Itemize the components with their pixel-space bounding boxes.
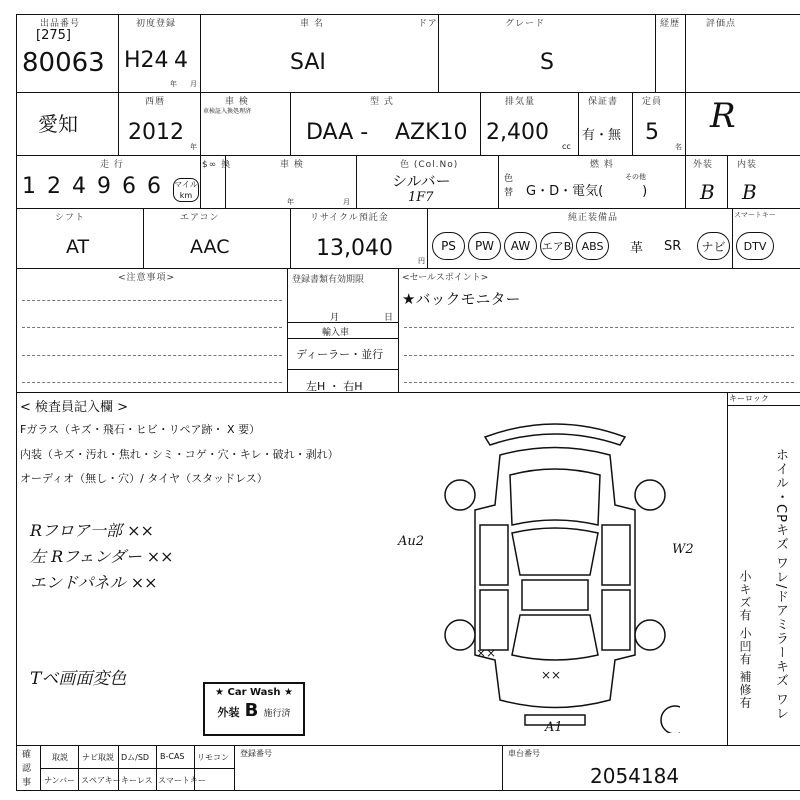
- lot-prefix: [275]: [36, 28, 71, 43]
- color-change-label: 色替: [504, 174, 514, 198]
- import-label: 輸入車: [322, 328, 350, 338]
- mileage-digit: 6: [147, 174, 161, 199]
- fuel-label: 燃 料: [590, 160, 614, 170]
- capacity: 5: [645, 120, 659, 145]
- wheel-rear-right: [635, 620, 665, 650]
- odometer-label: $∞ 換: [202, 160, 232, 170]
- right-door-rear: [602, 590, 630, 650]
- reg-month-unit: 月: [330, 313, 340, 323]
- chassis-number: 2054184: [590, 764, 680, 788]
- item-spare-key: スペアキー: [81, 776, 121, 785]
- reg-deadline-label: 登録書類有効期限: [292, 275, 365, 285]
- mark-a1: A1: [545, 720, 563, 735]
- score-value: R: [710, 96, 736, 136]
- equip-pw: PW: [468, 232, 501, 260]
- equip-aw: AW: [504, 232, 537, 260]
- mark-xx-left: ××: [476, 646, 497, 660]
- sales-point: ★バックモニター: [402, 290, 521, 308]
- inspector-title: < 検査員記入欄 >: [20, 400, 129, 415]
- handwritten-note-2: 左 Rフェンダー ××: [30, 547, 174, 566]
- equip-leather: 革: [630, 240, 644, 256]
- equip-navi: ナビ: [697, 232, 730, 260]
- audio-tire-line: オーディオ（無し・穴）/ タイヤ（スタッドレス）: [20, 472, 268, 485]
- mileage-label: 走 行: [100, 160, 124, 170]
- displacement-unit: cc: [562, 142, 571, 151]
- sales-point-label: <セールスポイント>: [402, 273, 489, 283]
- door-label: ドア: [418, 19, 438, 29]
- item-number-plate: ナンバー: [44, 776, 76, 785]
- steering-side: 左H ・ 右H: [306, 380, 363, 393]
- reg-day-unit: 日: [384, 313, 394, 323]
- caution-label: <注意事項>: [118, 273, 176, 283]
- score-label: 評価点: [706, 19, 737, 29]
- exterior-grade: B: [700, 180, 715, 204]
- key-lock-label: キーロック: [729, 394, 769, 403]
- spare-wheel: [661, 706, 680, 733]
- equip-ps: PS: [432, 232, 465, 260]
- front-bumper: [485, 424, 625, 445]
- mileage-digit: 6: [122, 174, 136, 199]
- first-reg-label: 初度登録: [136, 19, 177, 29]
- equip-airbag: エアB: [540, 232, 573, 260]
- ac-label: エアコン: [180, 213, 220, 223]
- item-navi-manual: ナビ取説: [82, 753, 114, 762]
- damage-legend: ホイル・CPキズ ワレ/ドアミラーキズ ワレ: [773, 448, 788, 721]
- fuel-other-label: その他: [625, 173, 646, 181]
- color-name: シルバー: [392, 172, 451, 190]
- first-reg-era: H24: [124, 48, 169, 73]
- mileage-digit: 1: [22, 174, 36, 199]
- color-code: 1F7: [408, 190, 434, 205]
- car-name: SAI: [290, 50, 326, 75]
- wheel-rear-left: [445, 620, 475, 650]
- equipment-label: 純正装備品: [568, 213, 619, 223]
- shaken-expiry-label: 車 検: [280, 160, 304, 170]
- wheel-front-left: [445, 480, 475, 510]
- displacement: 2,400: [486, 120, 549, 145]
- reg-number-label: 登録番号: [240, 749, 272, 758]
- displacement-label: 排気量: [505, 97, 536, 107]
- check-char: 事: [22, 778, 32, 788]
- handwritten-note-4: Tベ画面変色: [30, 669, 127, 689]
- roof: [522, 580, 588, 610]
- recycle-label: リサイクル預託金: [310, 213, 389, 223]
- chassis-label: 車台番号: [508, 749, 540, 758]
- mark-au2: Au2: [398, 534, 425, 549]
- mileage-digits: [22, 174, 172, 199]
- car-wash-title: ★ Car Wash ★: [215, 687, 293, 698]
- interior-label: 内装: [737, 160, 758, 170]
- check-char: 認: [22, 764, 32, 774]
- model-prefix: DAA -: [306, 120, 369, 145]
- model-year: 2012: [128, 120, 184, 145]
- first-reg-month: 4: [174, 48, 188, 73]
- check-label: [22, 748, 36, 790]
- left-door-rear: [480, 590, 508, 650]
- auction-no-label: 出品番号: [40, 19, 81, 29]
- fuel-options: G・D・電気( ): [526, 184, 648, 199]
- shift: AT: [66, 236, 90, 258]
- model-label: 型 式: [370, 97, 394, 107]
- car-wash-suffix: 施行済: [263, 709, 291, 719]
- mileage-digit: 9: [97, 174, 111, 199]
- year-unit: 年: [190, 143, 197, 151]
- warranty-label: 保証書: [588, 97, 619, 107]
- interior-line: 内装（キズ・汚れ・焦れ・シミ・コゲ・穴・キレ・破れ・剥れ）: [20, 448, 339, 461]
- car-name-label: 車 名: [300, 19, 324, 29]
- recycle-unit: 円: [418, 257, 425, 265]
- shift-label: シフト: [55, 213, 86, 223]
- mark-xx-rear: ××: [541, 668, 562, 682]
- mark-w2: W2: [672, 542, 694, 557]
- shaken-label: 車 検: [225, 97, 249, 107]
- smart-key-label: スマートキー: [734, 211, 776, 219]
- shaken-year-unit: 年: [287, 198, 294, 206]
- mileage-unit: マイル km: [174, 180, 198, 200]
- first-reg-month-unit: 月: [190, 80, 197, 88]
- mileage-digit: 2: [47, 174, 61, 199]
- interior-grade: B: [742, 180, 757, 204]
- item-keyless: キーレス: [121, 776, 153, 785]
- car-wash-grade: B: [244, 700, 259, 721]
- exterior-label: 外装: [693, 160, 714, 170]
- equip-sunroof: SR: [664, 238, 682, 254]
- equip-abs: ABS: [576, 232, 609, 260]
- region: 愛知: [38, 112, 78, 136]
- item-manual: 取説: [52, 753, 68, 762]
- rear-window: [512, 615, 598, 660]
- warranty: 有・無: [582, 128, 622, 143]
- lot-number: 80063: [22, 48, 105, 78]
- damage-legend-2: 小キズ有 小凹有 補修有: [738, 570, 752, 710]
- car-wash-prefix: 外装: [217, 706, 240, 719]
- history-label: 経歴: [660, 19, 681, 29]
- capacity-label: 定員: [642, 97, 663, 107]
- check-char: 確: [22, 750, 32, 760]
- handwritten-note-3: エンドパネル ××: [30, 573, 158, 592]
- seireki-label: 西暦: [145, 97, 166, 107]
- air-conditioner: AAC: [190, 236, 230, 258]
- item-remote: リモコン: [197, 753, 229, 762]
- model-code: AZK10: [395, 120, 468, 145]
- car-diagram: [430, 415, 680, 733]
- left-door-front: [480, 525, 508, 585]
- recycle-fee: 13,040: [316, 236, 393, 261]
- shaken-month-unit: 月: [343, 198, 350, 206]
- item-sd: Dム/SD: [121, 753, 150, 762]
- capacity-unit: 名: [675, 143, 682, 151]
- grade-label: グレード: [505, 19, 546, 29]
- right-door-front: [602, 525, 630, 585]
- car-wash-stamp: [203, 682, 305, 736]
- handwritten-note-1: Rフロア一部 ××: [30, 521, 154, 540]
- shaken-note: 車検証入換処理済: [203, 108, 252, 115]
- color-label: 色 (Col.No): [400, 160, 459, 170]
- equip-dtv: DTV: [736, 232, 774, 260]
- item-bcas: B-CAS: [160, 752, 185, 761]
- grade: S: [540, 50, 554, 75]
- hood: [510, 469, 600, 525]
- windshield: [512, 528, 598, 575]
- windshield-line: Fガラス（キズ・飛石・ヒビ・リペア跡・ X 要）: [20, 423, 261, 436]
- import-type: ディーラー・並行: [296, 348, 384, 361]
- first-reg-year-unit: 年: [170, 80, 177, 88]
- item-smart-key: スマートキー: [158, 776, 206, 785]
- mileage-digit: 4: [72, 174, 86, 199]
- wheel-front-right: [635, 480, 665, 510]
